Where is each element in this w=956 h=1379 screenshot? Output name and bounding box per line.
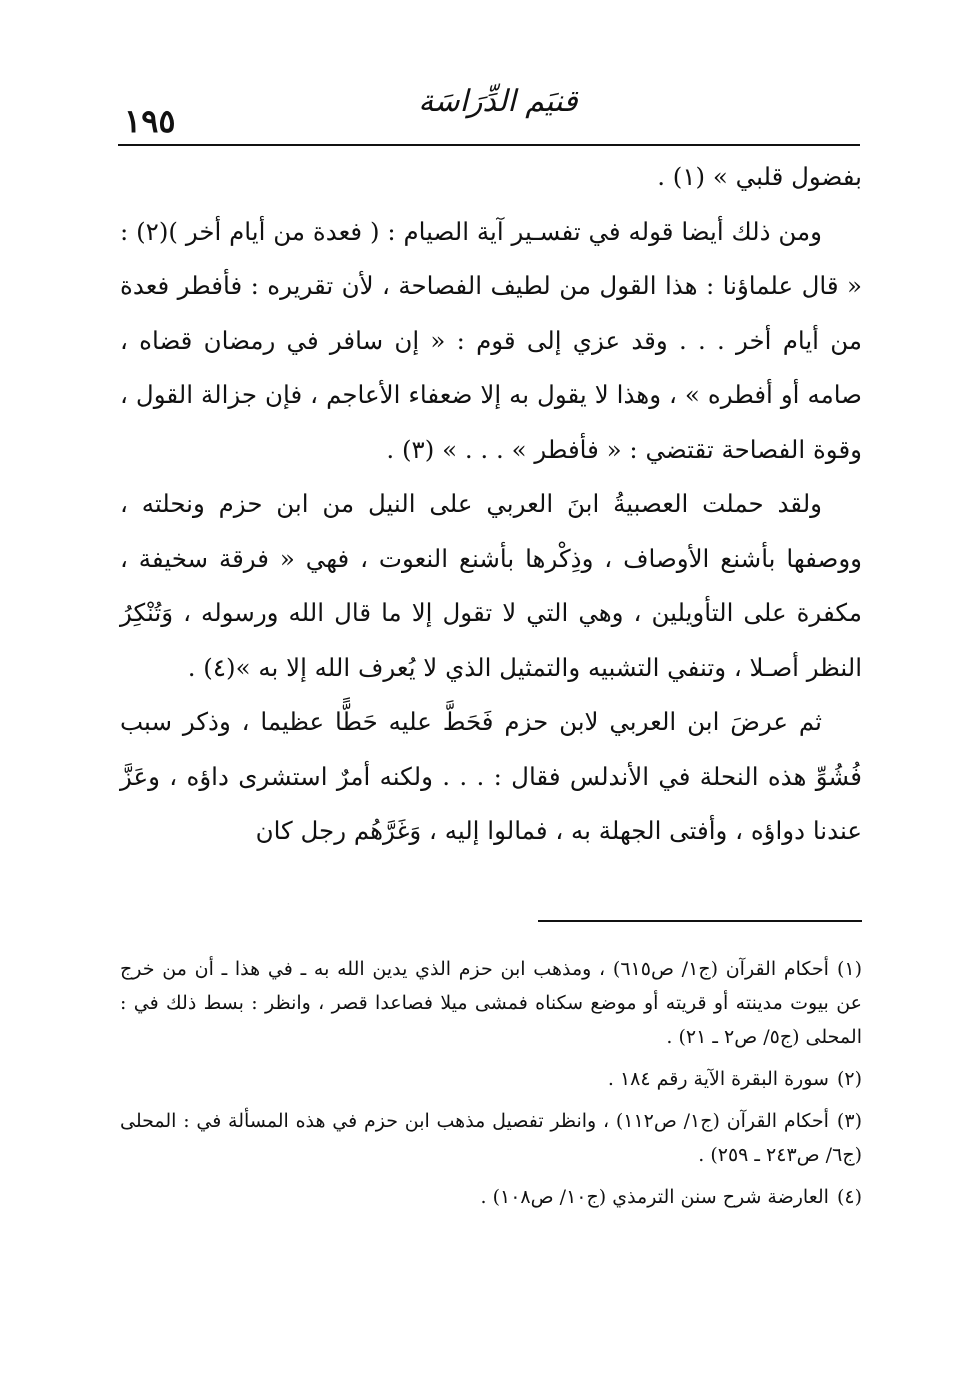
page-number: ١٩٥ (124, 102, 176, 140)
footnote (120, 1062, 862, 1096)
footnote-number: (٢) (836, 1068, 862, 1090)
footnote-number: (١) (836, 958, 862, 980)
footnote (120, 952, 862, 1054)
footnote-separator (538, 920, 862, 922)
header-rule (118, 144, 860, 146)
running-title: قنيَم الدِّرَاسَة (418, 84, 578, 119)
main-text (120, 150, 862, 859)
footnote (120, 1104, 862, 1172)
footnote-text: العارضة شرح سنن الترمذي (ج١٠/ ص١٠٨) . (480, 1186, 829, 1208)
footnotes (120, 952, 862, 1222)
footnote-number: (٣) (836, 1110, 862, 1132)
footnote (120, 1180, 862, 1214)
paragraph-continuation: بفضول قلبي » (١) . (657, 162, 862, 191)
page-header (118, 82, 860, 142)
footnote-number: (٤) (836, 1186, 862, 1208)
paragraph: ولقد حملت العصبيةُ ابنَ العربي على النيل من ابن حزم ونحلته ، ووصفها بأشنع الأوصاف ، وذِكْرها بأشنع النعوت ، فهي « فرقة سخيفة ، مكفرة على التأويلين ، وهي التي لا تقول إلا ما قال الله ورسوله ، وَتُنْكِرُ النظر أصـلا ، وتنفي التشبيه والتمثيل الذي لا يُعرف الله إلا به »(٤) . (120, 489, 862, 682)
paragraph: ومن ذلك أيضا قوله في تفسـير آية الصيام : ( فعدة من أيام أخر )(٢) : « قال علماؤنا : هذا القول من لطيف الفصاحة ، لأن تقريره : فأفطر فعدة من أيام أخر . . . وقد عزي إلى قوم : « إن سافر في رمضان قضاه ، صامه أو أفطره » ، وهذا لا يقول به إلا ضعفاء الأعاجم ، فإن جزالة القول ، وقوة الفصاحة تقتضي : « فأفطر » . . . » (٣) . (120, 216, 862, 464)
footnote-text: أحكام القرآن (ج١/ ص١١٢) ، وانظر تفصيل مذهب ابن حزم في هذه المسألة في : المحلى (ج٦/ ص٢٤٣ ـ ٢٥٩) . (120, 1110, 862, 1166)
footnote-text: سورة البقرة الآية رقم ١٨٤ . (607, 1068, 829, 1090)
footnote-text: أحكام القرآن (ج١/ ص٦١٥) ، ومذهب ابن حزم الذي يدين الله به ـ في هذا ـ أن من خرج عن بيوت مدينته أو قريته أو موضع سكناه فمشى ميلا فصاعدا قصر ، وانظر : بسط ذلك في : المحلى (ج٥/ ص٢ ـ ٢١) . (120, 958, 862, 1048)
paragraph: ثم عرضَ ابن العربي لابن حزم فَحَطَّ عليه حَطًّا عظيما ، وذكر سبب فُشُوِّ هذه النحلة في الأندلس فقال : . . . ولكنه أمرٌ استشرى داؤه ، وعَزَّ عندنا دواؤه ، وأفتى الجهلة به ، فمالوا إليه ، وَغَرَّهُم رجل كان (120, 707, 862, 845)
